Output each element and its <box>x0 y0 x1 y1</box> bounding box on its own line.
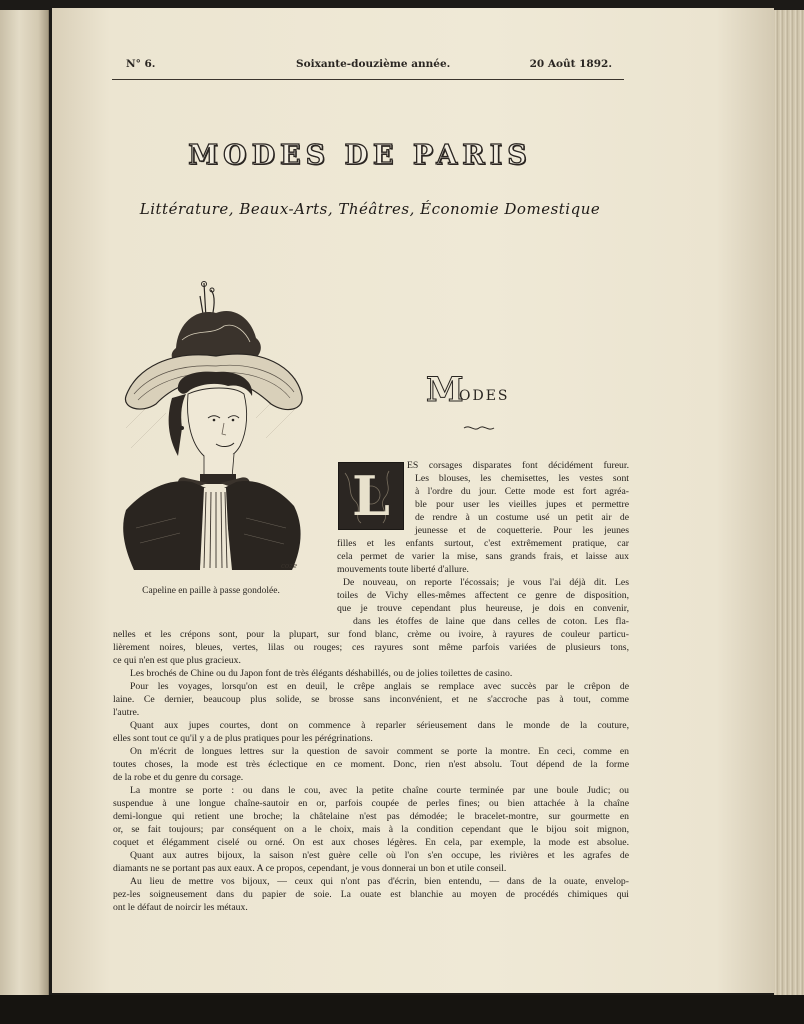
article-line: ble pour user les vieilles jupes et permettre <box>415 499 629 510</box>
article-line: jeunesse et de coquetterie. Pour les jeunes <box>415 525 629 536</box>
header-rule <box>112 79 624 80</box>
book-shadow <box>0 995 804 1024</box>
running-header <box>126 58 612 74</box>
right-page-stack <box>774 10 804 1000</box>
article-line: que je trouve cependant plus heureuse, je dois en convenir, <box>337 603 629 614</box>
article-line: ES corsages disparates font décidément fureur. <box>407 460 629 471</box>
article-line: coquet et élégamment ciselé ou orné. On est aux choses légères. En cela, par exemple, la mode est absolue. <box>113 837 629 848</box>
illustration-caption: Capeline en paille à passe gondolée. <box>142 586 280 596</box>
article-line: elles sont tout ce qu'il y a de plus pratiques pour les pérégrinations. <box>113 733 373 744</box>
article-line: pez-les soigneusement dans du papier de soie. La ouate est blanchie au moyen de procédés chimiques qui <box>113 889 629 900</box>
article-line: dans les étoffes de laine que dans celles de coton. Les fla- <box>353 616 629 627</box>
article-line: Les blouses, les chemisettes, les vestes sont <box>415 473 629 484</box>
article-line: Pour les voyages, lorsqu'on est en deuil, le crêpe anglais se remplace avec succès par le crêpon de <box>130 681 629 692</box>
article-line: Au lieu de mettre vos bijoux, — ceux qui n'ont pas d'écrin, bien entendu, — dans de la ouate, envelop- <box>130 876 629 887</box>
article-line: de la robe et du genre du corsage. <box>113 772 244 783</box>
article-line: filles et les enfants surtout, c'est extrêmement pratique, car <box>337 538 629 549</box>
section-title-rest: ODES <box>459 388 510 404</box>
artist-signature: coze <box>281 562 297 570</box>
masthead-subtitle: Littérature, Beaux-Arts, Théâtres, Économie Domestique <box>139 200 601 218</box>
article-line: cela permet de varier la mise, sans grands frais, et laisse aux <box>337 551 629 562</box>
article-line: Quant aux jupes courtes, dont on commence à reparler sérieusement dans le monde de la couture, <box>130 720 629 731</box>
article-line: diamants ne se portant pas aux eaux. A ce propos, cependant, je vous donnerai un bon et utile conseil. <box>113 863 507 874</box>
masthead-title: MODES DE PARIS <box>188 140 532 171</box>
left-page-edge <box>0 10 49 995</box>
drop-cap-letter: L <box>352 464 390 528</box>
section-title-initial: M <box>426 370 464 410</box>
ornament-divider <box>462 423 496 433</box>
article-line: De nouveau, on reporte l'écossais; je vous l'ai déjà dit. Les <box>343 577 629 588</box>
woman-with-hat-engraving <box>116 278 306 578</box>
article-line: On m'écrit de longues lettres sur la question de savoir comment se porte la montre. En ceci, comme en <box>130 746 629 757</box>
article-line: Les brochés de Chine ou du Japon font de très élégants déshabillés, ou de jolies toilettes de casino. <box>130 668 513 679</box>
article-line: l'autre. <box>113 707 140 718</box>
issue-date: 20 Août 1892. <box>529 58 612 70</box>
article-line: à l'ordre du jour. Cette mode est fort agréa- <box>415 486 629 497</box>
issue-year: Soixante-douzième année. <box>296 58 451 70</box>
article-line: suspendue à une longue chaîne-sautoir en or, parfois coupée de perles fines; ou bien attachée à la chaîne <box>113 798 629 809</box>
article-line: Quant aux autres bijoux, la saison n'est guère celle où l'on s'en occupe, les rivières et les agrafes de <box>130 850 629 861</box>
article-line: de rendre à un costume usé un petit air de <box>415 512 629 523</box>
article-line: toutes choses, la mode est très éclectique en ce moment. Donc, rien n'est absolu. Tout dépend de la forme <box>113 759 629 770</box>
article-line: La montre se porte : ou dans le cou, avec la petite chaîne courte terminée par une boule Judic; ou <box>130 785 629 796</box>
issue-number: N° 6. <box>126 58 156 70</box>
drop-cap <box>338 462 404 530</box>
article-line: lièrement noires, bleues, vertes, lilas ou rouges; ces rayures sont même parfois variées de plusieurs tons, <box>113 642 629 653</box>
section-title <box>426 370 546 410</box>
article-line: demi-longue qui retient une broche; la châtelaine n'est pas démodée; le bracelet-montre, sur gourmette en <box>113 811 629 822</box>
article-line: or, se fait toujours; par conséquent on a le choix, mais à la condition cependant que le bijou soit mignon, <box>113 824 629 835</box>
article-line: toiles de Vichy elles-mêmes affectent ce genre de disposition, <box>337 590 629 601</box>
article-line: ce qui n'en est que plus gracieux. <box>113 655 241 666</box>
article-line: laine. Ce dernier, beaucoup plus solide, se brosse sans inconvénient, et ne s'accroche pas à tout, comme <box>113 694 629 705</box>
article-line: mouvements toute liberté d'allure. <box>337 564 469 575</box>
article-line: ont le défaut de noircir les métaux. <box>113 902 248 913</box>
article-line: nelles et les crépons sont, pour la plupart, sur fond blanc, crème ou ivoire, à rayures de couleur particu- <box>113 629 629 640</box>
